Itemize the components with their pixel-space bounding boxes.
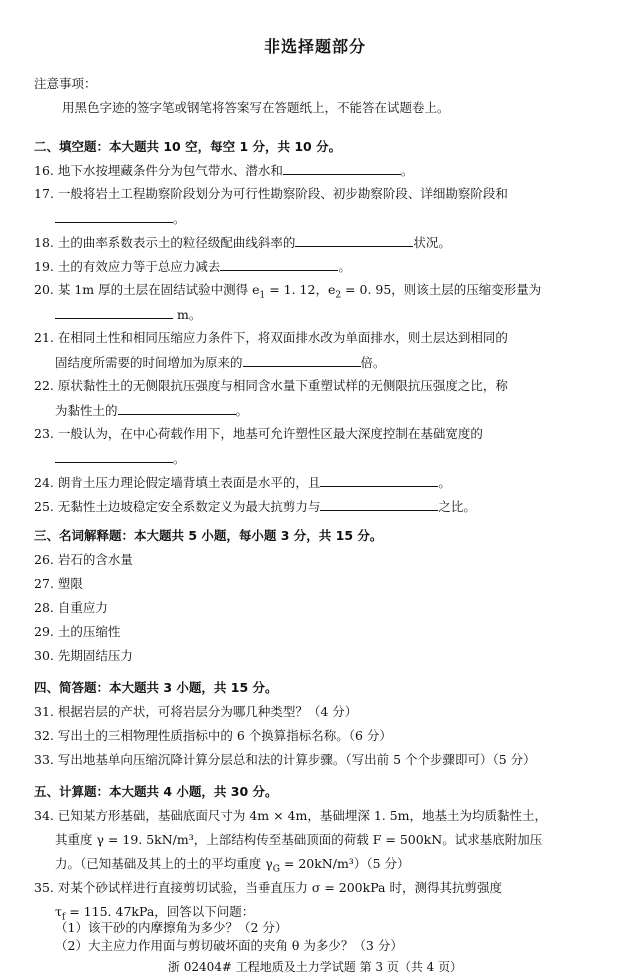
answer-blank <box>243 354 361 367</box>
question-32: 32. 写出土的三相物理性质指标中的 6 个换算指标名称。（6 分） <box>34 728 392 743</box>
question-22-cont: 为黏性土的 。 <box>55 403 249 418</box>
question-20: 20. 某 1m 厚的土层在固结试验中测得 $e_1 = 1$. 12，$e_2 = 0$. 95，则该土层的压缩变形量为 <box>34 282 542 301</box>
answer-blank <box>118 402 236 415</box>
answer-blank <box>220 258 338 271</box>
question-18: 18. 土的曲率系数表示土的粒径级配曲线斜率的 状况。 <box>34 235 451 250</box>
question-35-part2: （2）大主应力作用面与剪切破坏面的夹角 θ 为多少？（3 分） <box>55 938 403 953</box>
notice-text: 用黑色字迹的签字笔或钢笔将答案写在答题纸上，不能答在试题卷上。 <box>62 100 450 115</box>
answer-blank <box>320 498 438 511</box>
question-27: 27. 塑限 <box>34 576 83 591</box>
notice-heading: 注意事项： <box>34 76 97 91</box>
question-29: 29. 土的压缩性 <box>34 624 121 639</box>
question-35-part1: （1）该干砂的内摩擦角为多少？（2 分） <box>55 920 288 935</box>
question-34: 34. 已知某方形基础，基础底面尺寸为 4m × 4m，基础埋深 1. 5m，地基土为均质黏性土， <box>34 808 548 823</box>
question-22: 22. 原状黏性土的无侧限抗压强度与相同含水量下重塑试样的无侧限抗压强度之比，称 <box>34 378 508 393</box>
question-19: 19. 土的有效应力等于总应力减去 。 <box>34 259 351 274</box>
section-terms: 三、名词解释题：本大题共 5 小题，每小题 3 分，共 15 分。 <box>34 528 383 543</box>
question-17: 17. 一般将岩土工程勘察阶段划分为可行性勘察阶段、初步勘察阶段、详细勘察阶段和 <box>34 186 508 201</box>
question-26: 26. 岩石的含水量 <box>34 552 133 567</box>
section-short: 四、简答题：本大题共 3 小题，共 15 分。 <box>34 680 278 695</box>
question-30: 30. 先期固结压力 <box>34 648 133 663</box>
question-17-cont: 。 <box>55 210 615 227</box>
question-34-cont2: 力。（已知基础及其上的土的平均重度 $\gamma_G = 20kN/m^3)(5$ 分） <box>55 856 410 875</box>
answer-blank <box>55 306 173 319</box>
question-21-cont: 固结度所需要的时间增加为原来的 倍。 <box>55 355 386 370</box>
answer-blank <box>320 474 438 487</box>
question-25: 25. 无黏性土边坡稳定安全系数定义为最大抗剪力与 之比。 <box>34 499 476 514</box>
answer-blank <box>295 234 413 247</box>
question-34-cont: 其重度 γ = 19. 5kN/m³，上部结构传至基础顶面的荷载 F = 500kN。试求基底附加压 <box>55 832 543 847</box>
question-23: 23. 一般认为，在中心荷载作用下，地基可允许塑性区最大深度控制在基础宽度的 <box>34 426 483 441</box>
answer-blank <box>55 210 173 223</box>
question-28: 28. 自重应力 <box>34 600 108 615</box>
question-31: 31. 根据岩层的产状，可将岩层分为哪几种类型？（4 分） <box>34 704 358 719</box>
footer-text: 浙 02404# 工程地质及土力学试题 第 3 页（共 4 页） <box>167 960 463 974</box>
question-35: 35. 对某个砂试样进行直接剪切试验，当垂直压力 σ = 200kPa 时，测得其抗剪强度 <box>34 880 502 895</box>
question-23-cont: 。 <box>55 450 615 467</box>
question-21: 21. 在相同土性和相同压缩应力条件下，将双面排水改为单面排水，则土层达到相同的 <box>34 330 508 345</box>
question-24: 24. 朗肯土压力理论假定墙背填土表面是水平的，且 。 <box>34 475 451 490</box>
answer-blank <box>283 162 401 175</box>
section-calc: 五、计算题：本大题共 4 小题，共 30 分。 <box>34 784 278 799</box>
page-title: 非选择题部分 <box>263 37 366 56</box>
question-16: 16. 地下水按埋藏条件分为包气带水、潜水和 。 <box>34 163 414 178</box>
question-33: 33. 写出地基单向压缩沉降计算分层总和法的计算步骤。（写出前 5 个个步骤即可）（5 分） <box>34 752 536 767</box>
question-35-cont: $\tau_f = 115$. 47kPa，回答以下问题： <box>55 904 255 923</box>
question-20-cont: m。 <box>55 306 615 323</box>
answer-blank <box>55 450 173 463</box>
section-fill: 二、填空题：本大题共 10 空，每空 1 分，共 10 分。 <box>34 139 342 154</box>
